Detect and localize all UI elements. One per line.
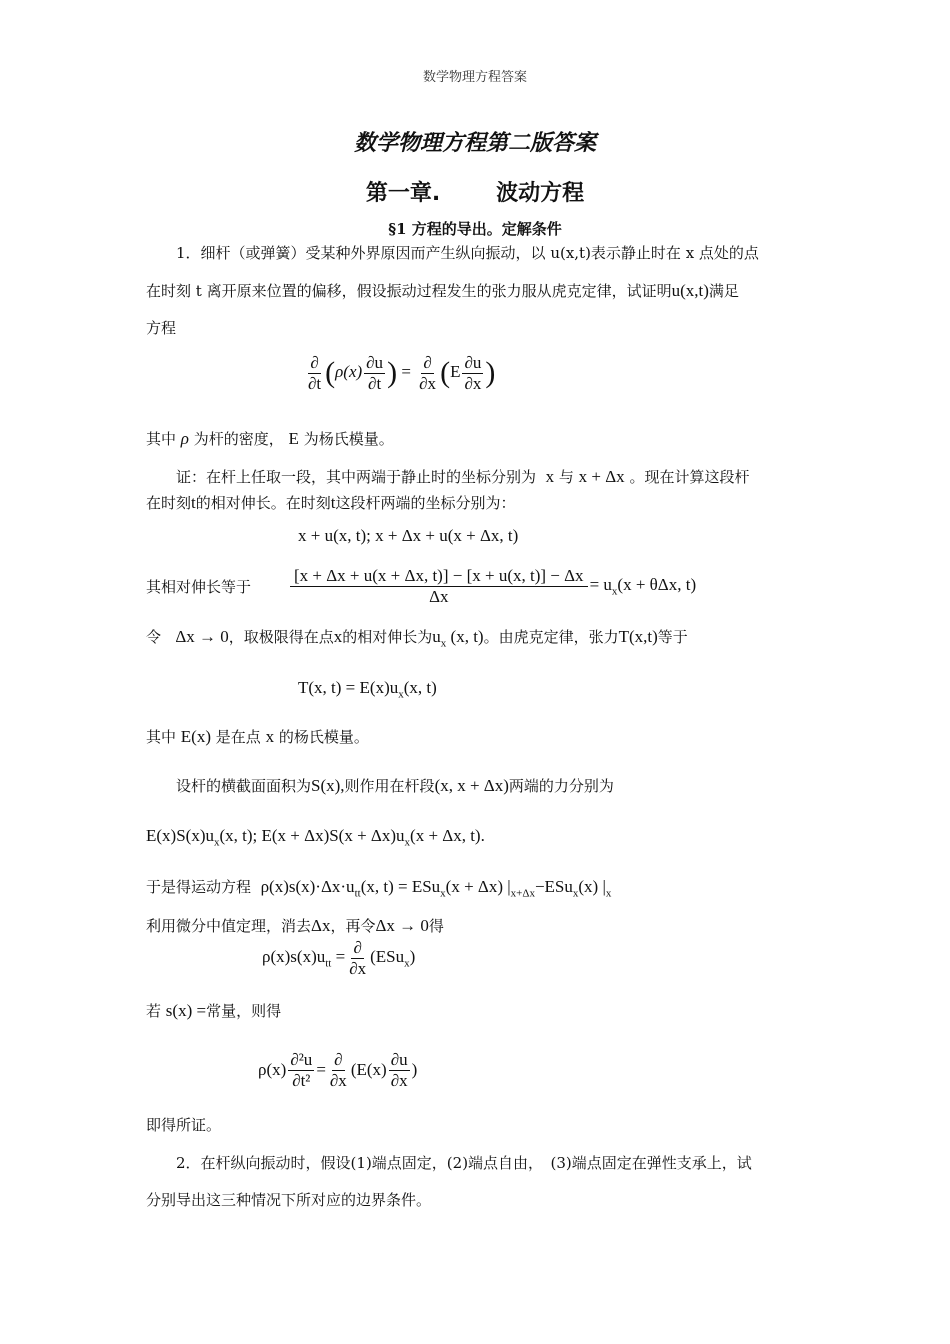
fraction: $\frac{\partial}{\partial t}$ xyxy=(308,353,322,393)
relative-elongation: 其相对伸长等于 $\frac{[x + \Delta x + u(x + \Delta x, t)] - [x + u(x, t)] - \Delta x}{\Delta x}$ = $u_x(x + \theta\Delta x$, t) xyxy=(146,566,697,606)
problem2-line2: 分别导出这三种情况下所对应的边界条件。 xyxy=(146,1191,432,1209)
mean-value-line: 利用微分中值定理，消去Δx，再令Δx → 0得 xyxy=(146,916,444,935)
fraction: $\frac{\partial u}{\partial t}$ xyxy=(366,353,384,393)
equation-of-motion: 于是得运动方程 $\rho(x)s(x)\cdot\Delta x\cdot u_{tt}(x$, t) = ESu$_x$(x + Δx) $|_{x+\Delta x}-ESu_x(x)$ $|_x$ xyxy=(146,877,612,900)
chapter-number: 第一章. xyxy=(365,181,441,206)
fraction: $\frac{\text{∂²u}}{\text{∂t²}}$ xyxy=(290,1050,313,1090)
equation-4: $E(x)S(x)u_x(x$, t); $E(x + \Delta x)S(x + \Delta x)u_x(x + \Delta x$, t). xyxy=(146,826,485,849)
problem1-text-end: 满足 xyxy=(708,282,739,300)
youngs-modulus-line: 其中 E(x) 是在点 x 的杨氏模量。 xyxy=(146,727,369,746)
problem1-text: 在时刻 t 离开原来位置的偏移，假设振动过程发生的张力服从虎克定律，试证明 xyxy=(146,282,672,300)
fraction: $\frac{\partial u}{\partial x}$ xyxy=(464,353,482,393)
problem1-line2 xyxy=(146,280,739,301)
fraction: $\frac{\partial u}{\partial x}$ xyxy=(390,1050,408,1090)
proof-line1: 证：在杆上任取一段，其中两端于静止时的坐标分别为 x 与 x + Δx 。现在计算这段杆 xyxy=(176,467,750,486)
page-header: 数学物理方程答案 xyxy=(422,70,527,85)
definition-line: 其中 ρ 为杆的密度， E 为杨氏模量。 xyxy=(146,429,394,448)
problem1-symbol: u(x,t) xyxy=(671,281,709,300)
equation-5: $\rho(x)s(x)u_{tt}$ = $\frac{\partial}{\partial x}$ (ESu$_x$) xyxy=(262,938,416,978)
fraction: $\frac{\partial}{\partial x}$ xyxy=(419,353,437,393)
constant-area-line: 若 s(x) =常量，则得 xyxy=(146,1001,282,1020)
chapter-heading xyxy=(0,176,950,207)
fraction: $\frac{\partial}{\partial x}$ xyxy=(349,938,367,978)
proof-line2: 在时刻t的相对伸长。在时刻t这段杆两端的坐标分别为： xyxy=(146,493,516,512)
section-heading: §1 方程的导出。定解条件 xyxy=(388,220,562,238)
qed-line: 即得所证。 xyxy=(146,1116,222,1134)
fraction: $\frac{[x + \Delta x + u(x + \Delta x, t)] - [x + u(x, t)] - \Delta x}{\Delta x}$ xyxy=(290,566,588,606)
cross-section-line: 设杆的横截面面积为S(x),则作用在杆段(x, x + Δx)两端的力分别为 xyxy=(176,776,614,795)
equation-3: T(x, $t) = E(x)u_x(x$, t) xyxy=(298,678,437,701)
equation-2: x + u(x, t); x + Δx + u(x + Δx, t) xyxy=(298,526,519,545)
problem1-line3: 方程 xyxy=(146,319,177,337)
fraction: $\frac{\partial}{\partial x}$ xyxy=(329,1050,347,1090)
problem1-line1: 1．细杆（或弹簧）受某种外界原因而产生纵向振动，以 u(x,t)表示静止时在 x 点处的点 xyxy=(176,244,759,262)
limit-line: 令 Δx → 0，取极限得在点x的相对伸长为$u_x$ (x, t)。由虎克定律，张力T(x,t)等于 xyxy=(146,627,688,650)
equation-6: ρ(x) $\frac{\text{∂²u}}{\text{∂t²}}$ = $\frac{\partial}{\partial x}$ (E(x) $\frac{\partial u}{\partial x}$ ) xyxy=(258,1050,418,1090)
equation-1: $\frac{\partial}{\partial t}$ (ρ(x) $\frac{\partial u}{\partial t}$ ) = $\frac{\partial}{\partial x}$ (E $\frac{\partial u}{\partial x}$ ) xyxy=(308,353,496,393)
chapter-name: 波动方程 xyxy=(496,181,585,206)
document-title: 数学物理方程第二版答案 xyxy=(353,131,596,156)
problem2-line1: 2．在杆纵向振动时，假设(1)端点固定，(2)端点自由， (3)端点固定在弹性支承上，试 xyxy=(176,1154,752,1172)
